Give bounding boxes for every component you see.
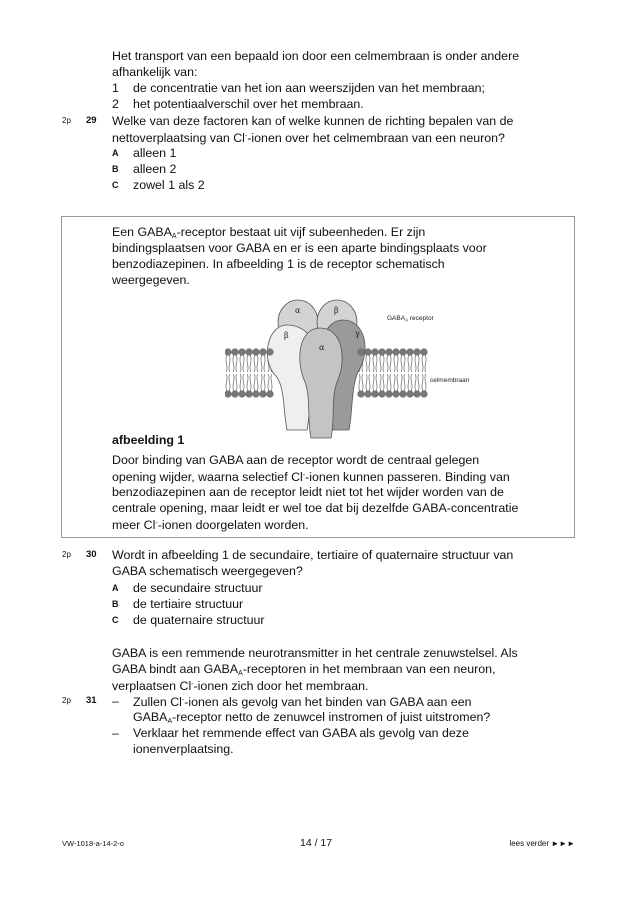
lipid-tail — [247, 355, 251, 372]
lipid-tail — [415, 374, 419, 391]
lipid-tail — [380, 355, 384, 372]
lipid-head — [225, 391, 231, 398]
option-letter: B — [112, 164, 119, 174]
lipid-head — [358, 349, 365, 356]
intro-item-text: het potentiaalverschil over het membraan. — [133, 97, 364, 111]
lipid-tail — [422, 355, 426, 372]
lipid-tail — [366, 355, 370, 372]
question-text: nettoverplaatsing van Cl--ionen over het celmembraan van een neuron? — [112, 131, 505, 145]
option-letter: A — [112, 148, 119, 158]
lipid-head — [407, 349, 414, 356]
option-text: alleen 2 — [133, 162, 177, 176]
info-text: meer Cl--ionen doorgelaten worden. — [112, 518, 309, 532]
lipid-head — [372, 391, 379, 398]
lipid-tail — [387, 374, 391, 391]
figure-title: afbeelding 1 — [112, 433, 185, 447]
intro-line: GABA is een remmende neurotransmitter in het centrale zenuwstelsel. Als — [112, 646, 518, 660]
membrane-label: celmembraan — [430, 377, 470, 384]
option-text: alleen 1 — [133, 146, 177, 160]
lipid-tail — [261, 355, 265, 372]
lipid-head — [232, 391, 239, 398]
footer-code: VW-1018-a-14-2-o — [62, 839, 124, 848]
question-text: GABA schematisch weergegeven? — [112, 564, 303, 578]
lipid-tail — [394, 374, 398, 391]
intro-line: Het transport van een bepaald ion door een celmembraan is onder andere — [112, 49, 520, 63]
subunit-label: β — [284, 331, 289, 340]
question-text: Verklaar het remmende effect van GABA als gevolg van deze — [133, 726, 469, 740]
receptor-label: $GABA_A$ receptor — [387, 315, 434, 323]
intro-item-text: de concentratie van het ion aan weerszijden van het membraan; — [133, 81, 485, 95]
info-text: centrale opening, maar leidt er wel toe dat bij dezelfde GABA-concentratie — [112, 501, 519, 515]
lipid-tail — [387, 355, 391, 372]
lipid-head — [365, 391, 372, 398]
question-number: 31 — [86, 695, 97, 706]
lipid-head — [379, 349, 386, 356]
intro-item-number: 1 — [112, 81, 119, 95]
bullet-dash: – — [112, 726, 119, 740]
question-text: $GABA_A$-receptor netto de zenuwcel instromen of juist uitstromen? — [133, 710, 491, 725]
lipid-head — [372, 349, 379, 356]
intro-line: afhankelijk van: — [112, 65, 198, 79]
bullet-dash: – — [112, 694, 119, 708]
lipid-tail — [422, 374, 426, 391]
question-points: 2p — [62, 696, 71, 705]
option-text: de secundaire structuur — [133, 581, 263, 595]
lipid-head — [386, 349, 393, 356]
subunit-label: β — [334, 306, 339, 315]
lipid-head — [400, 349, 407, 356]
info-text: benzodiazepinen aan de receptor leidt niet tot het wijder worden van de — [112, 485, 504, 499]
info-text: opening wijder, waarna selectief Cl--ionen kunnen passeren. Binding van — [112, 470, 510, 484]
lipid-tail — [233, 355, 237, 372]
info-text: weergegeven. — [112, 273, 190, 287]
question-points: 2p — [62, 550, 71, 559]
intro-line: verplaatsen Cl--ionen zich door het membraan. — [112, 679, 369, 693]
option-text: de quaternaire structuur — [133, 613, 265, 627]
lipid-tail — [401, 355, 405, 372]
lipid-tail — [408, 355, 412, 372]
lipid-head — [260, 391, 267, 398]
lipid-head — [260, 349, 267, 356]
lipid-head — [246, 349, 253, 356]
question-text: Zullen Cl--ionen als gevolg van het binden van GABA aan een — [133, 695, 472, 709]
question-text: ionenverplaatsing. — [133, 742, 234, 756]
lipid-tail — [240, 355, 244, 372]
question-number: 29 — [86, 115, 97, 126]
lipid-head — [386, 391, 393, 398]
lipid-head — [358, 391, 365, 398]
option-text: de tertiaire structuur — [133, 597, 244, 611]
gaba-receptor-figure — [225, 290, 525, 452]
option-letter: B — [112, 599, 119, 609]
lipid-tail — [373, 374, 377, 391]
lipid-tail — [359, 374, 363, 391]
lipid-head — [267, 391, 274, 398]
subunit-label: α — [319, 343, 325, 352]
lipid-head — [400, 391, 407, 398]
info-text: Een $GABA_A$-receptor bestaat uit vijf subeenheden. Er zijn — [112, 225, 426, 240]
info-text: Door binding van GABA aan de receptor wordt de centraal gelegen — [112, 453, 480, 467]
lipid-tail — [366, 374, 370, 391]
lipid-head — [253, 391, 260, 398]
lipid-tail — [233, 374, 237, 391]
lipid-tail — [254, 355, 258, 372]
lipid-head — [232, 349, 239, 356]
lipid-head — [239, 349, 246, 356]
page-number: 14 / 17 — [300, 837, 333, 849]
lipid-head — [421, 391, 428, 398]
question-number: 30 — [86, 549, 97, 560]
subunit-label: α — [295, 306, 301, 315]
subunit-label: γ — [355, 329, 360, 338]
lipid-tail — [226, 374, 230, 391]
intro-item-number: 2 — [112, 97, 119, 111]
question-points: 2p — [62, 116, 71, 125]
lipid-tail — [401, 374, 405, 391]
option-letter: C — [112, 615, 119, 625]
lipid-tail — [408, 374, 412, 391]
lipid-tail — [394, 355, 398, 372]
info-text: benzodiazepinen. In afbeelding 1 is de receptor schematisch — [112, 257, 445, 271]
lipid-tail — [415, 355, 419, 372]
lipid-head — [414, 349, 421, 356]
info-text: bindingsplaatsen voor GABA en er is een aparte bindingsplaats voor — [112, 241, 487, 255]
lipid-tail — [240, 374, 244, 391]
lipid-head — [239, 391, 246, 398]
lipid-head — [407, 391, 414, 398]
lipid-head — [421, 349, 428, 356]
lipid-head — [225, 349, 231, 356]
lipid-head — [365, 349, 372, 356]
lipid-head — [267, 349, 274, 356]
lipid-head — [253, 349, 260, 356]
next-page-link[interactable]: lees verder ►►► — [509, 839, 575, 848]
lipid-tail — [254, 374, 258, 391]
option-text: zowel 1 als 2 — [133, 178, 205, 192]
lipid-tail — [261, 374, 265, 391]
lipid-tail — [380, 374, 384, 391]
lipid-head — [379, 391, 386, 398]
option-letter: C — [112, 180, 119, 190]
question-text: Wordt in afbeelding 1 de secundaire, tertiaire of quaternaire structuur van — [112, 548, 514, 562]
lipid-tail — [373, 355, 377, 372]
lipid-tail — [247, 374, 251, 391]
lipid-head — [414, 391, 421, 398]
intro-line: GABA bindt aan $GABA_A$-receptoren in het membraan van een neuron, — [112, 662, 496, 677]
question-text: Welke van deze factoren kan of welke kunnen de richting bepalen van de — [112, 114, 514, 128]
lipid-head — [246, 391, 253, 398]
lipid-head — [393, 391, 400, 398]
lipid-tail — [226, 355, 230, 372]
lipid-tail — [268, 374, 272, 391]
lipid-head — [393, 349, 400, 356]
option-letter: A — [112, 583, 119, 593]
